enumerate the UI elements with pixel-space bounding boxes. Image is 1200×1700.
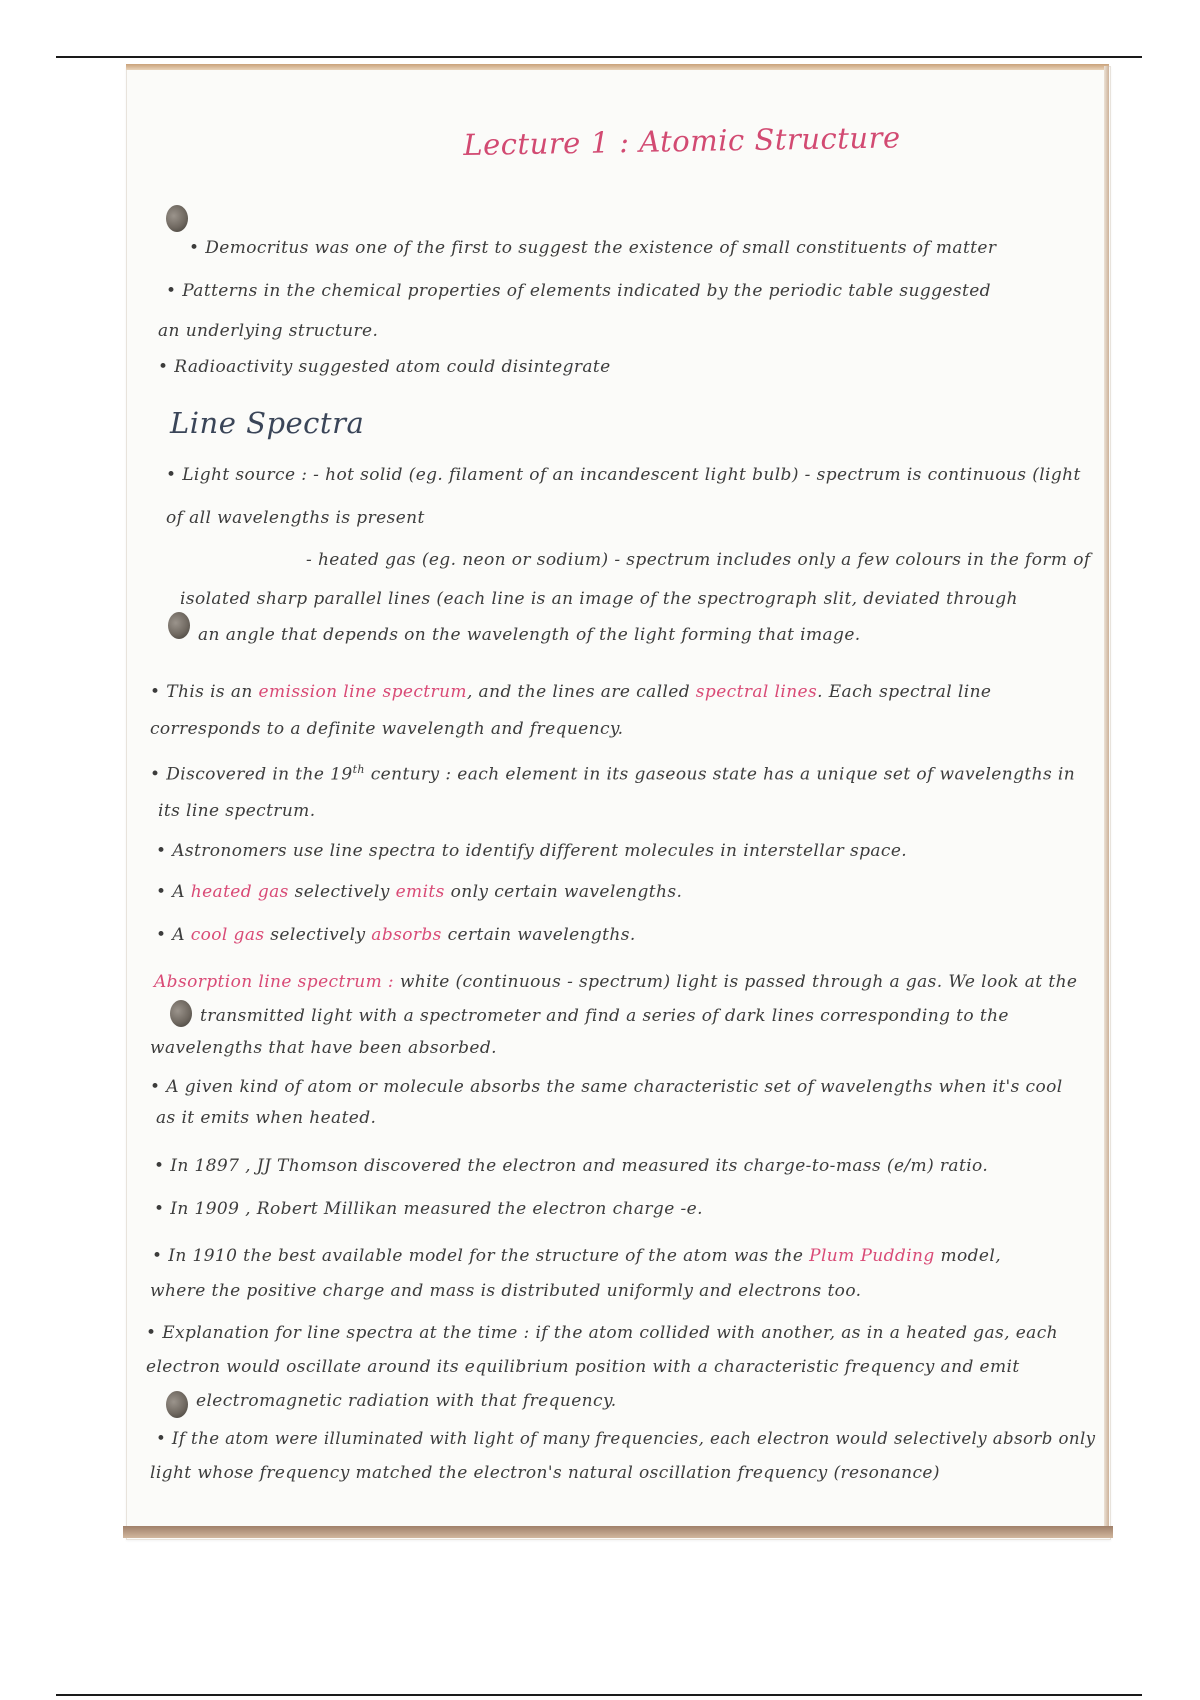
note-line: • Explanation for line spectra at the time : if the atom collided with another, as in a heated gas, each xyxy=(146,1323,1058,1343)
note-line: • Patterns in the chemical properties of elements indicated by the periodic table suggested xyxy=(166,281,991,301)
emphasis-term: absorbs xyxy=(371,925,442,945)
note-line: • If the atom were illuminated with light of many frequencies, each electron would selectively absorb only xyxy=(156,1429,1096,1449)
emphasis-term: emits xyxy=(395,882,445,902)
emphasis-term: emission line spectrum xyxy=(258,682,467,702)
note-line: • Light source : - hot solid (eg. filament of an incandescent light bulb) - spectrum is continuous (light xyxy=(166,465,1081,485)
note-line: • In 1897 , JJ Thomson discovered the electron and measured its charge-to-mass (e/m) ratio. xyxy=(154,1156,989,1176)
note-line: • Democritus was one of the first to suggest the existence of small constituents of matter xyxy=(189,238,997,258)
note-line: Absorption line spectrum : white (continuous - spectrum) light is passed through a gas. We look at the xyxy=(154,972,1078,992)
note-line: • A cool gas selectively absorbs certain wavelengths. xyxy=(156,925,636,945)
note-line: where the positive charge and mass is distributed uniformly and electrons too. xyxy=(150,1281,862,1301)
note-line: transmitted light with a spectrometer and find a series of dark lines corresponding to the xyxy=(200,1006,1009,1026)
note-line: as it emits when heated. xyxy=(156,1108,377,1128)
emphasis-term: Absorption line spectrum : xyxy=(154,972,395,992)
note-line: electron would oscillate around its equilibrium position with a characteristic frequency and emit xyxy=(146,1357,1020,1377)
note-line: an angle that depends on the wavelength of the light forming that image. xyxy=(198,625,861,645)
note-line: • In 1909 , Robert Millikan measured the electron charge -e. xyxy=(154,1199,703,1219)
punch-hole-4 xyxy=(166,1391,188,1418)
note-line: of all wavelengths is present xyxy=(166,508,425,528)
paper-right-edge xyxy=(1104,66,1109,1538)
note-line: isolated sharp parallel lines (each line is an image of the spectrograph slit, deviated through xyxy=(180,589,1018,609)
note-line: • In 1910 the best available model for the structure of the atom was the Plum Pudding model, xyxy=(152,1246,1002,1266)
note-line: its line spectrum. xyxy=(158,801,316,821)
paper-bottom-edge xyxy=(123,1526,1113,1538)
note-line: • This is an emission line spectrum, and the lines are called spectral lines. Each spectral line xyxy=(150,682,992,702)
emphasis-term: Plum Pudding xyxy=(809,1246,935,1266)
emphasis-term: heated gas xyxy=(190,882,289,902)
note-line: • Astronomers use line spectra to identify different molecules in interstellar space. xyxy=(156,841,908,861)
punch-hole-2 xyxy=(168,612,190,639)
note-line: electromagnetic radiation with that frequency. xyxy=(196,1391,617,1411)
emphasis-term: spectral lines xyxy=(695,682,818,702)
note-line: - heated gas (eg. neon or sodium) - spectrum includes only a few colours in the form of xyxy=(306,550,1091,570)
emphasis-term: cool gas xyxy=(190,925,265,945)
note-line: • Radioactivity suggested atom could disintegrate xyxy=(158,357,611,377)
punch-hole-1 xyxy=(166,205,188,232)
paper-top-edge xyxy=(126,64,1109,70)
section-heading: Line Spectra xyxy=(170,406,365,440)
note-line: • A given kind of atom or molecule absorbs the same characteristic set of wavelengths when it's cool xyxy=(150,1077,1063,1097)
note-line: corresponds to a definite wavelength and frequency. xyxy=(150,719,624,739)
note-line: light whose frequency matched the electron's natural oscillation frequency (resonance) xyxy=(150,1463,940,1483)
punch-hole-3 xyxy=(170,1000,192,1027)
lecture-title: Lecture 1 : Atomic Structure xyxy=(463,120,901,162)
note-line: • Discovered in the 19th century : each element in its gaseous state has a unique set of wavelengths in xyxy=(150,763,1076,785)
top-rule xyxy=(56,56,1142,58)
bottom-rule xyxy=(56,1694,1142,1696)
note-line: • A heated gas selectively emits only certain wavelengths. xyxy=(156,882,683,902)
note-line: wavelengths that have been absorbed. xyxy=(150,1038,497,1058)
note-line: an underlying structure. xyxy=(158,321,379,341)
